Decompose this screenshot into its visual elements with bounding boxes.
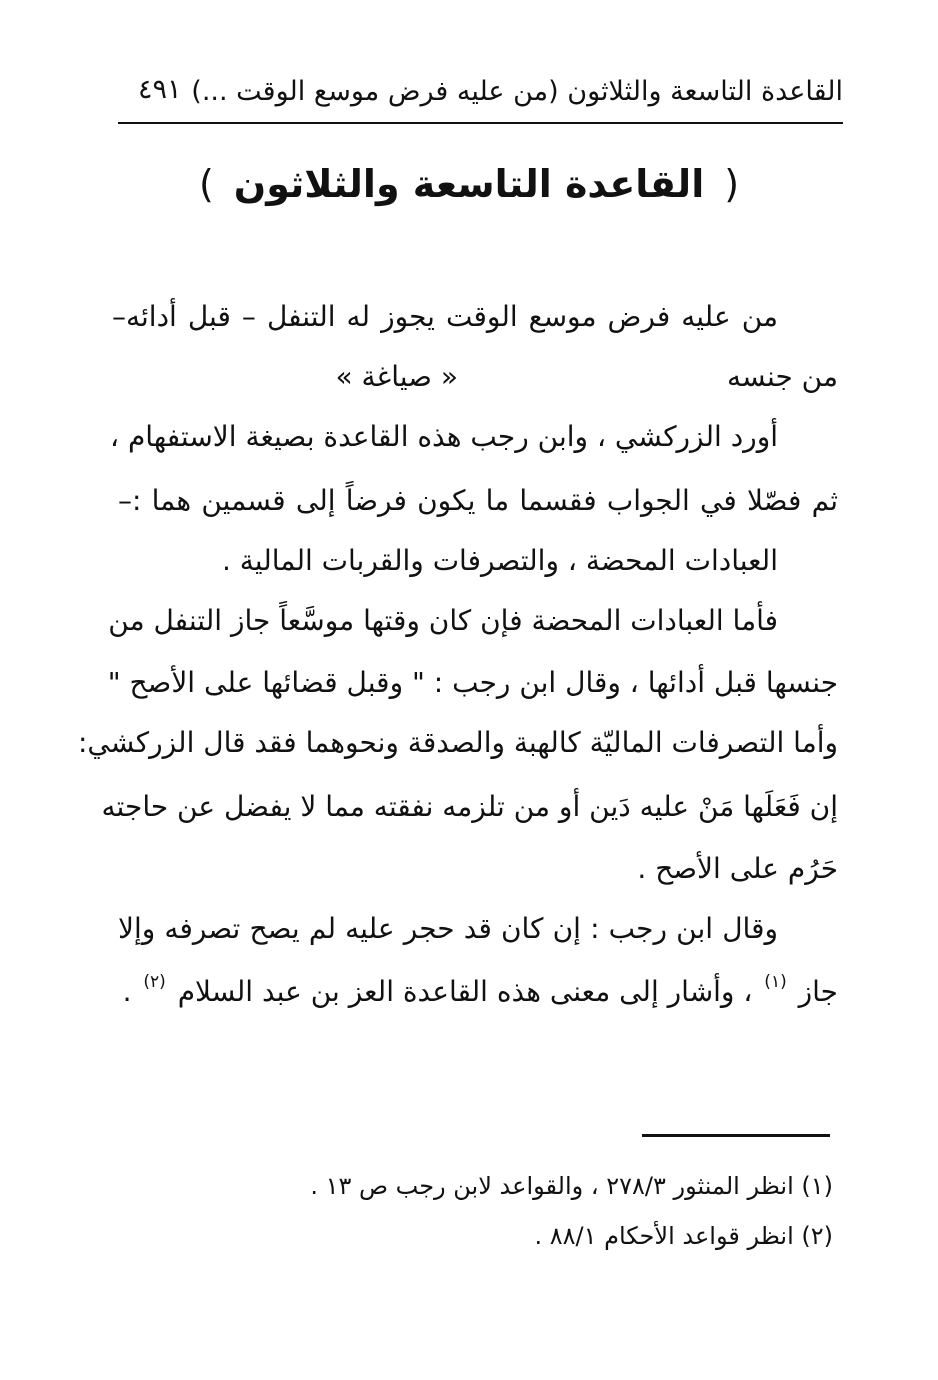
body-line: ثم فصّلا في الجواب فقسما ما يكون فرضاً إلى قسمين هما :–	[118, 484, 838, 517]
footnote-1: (١) انظر المنثور ٢٧٨/٣ ، والقواعد لابن رجب ص ١٣ .	[310, 1172, 833, 1200]
header-divider	[118, 122, 843, 124]
body-line: أورد الزركشي ، وابن رجب هذه القاعدة بصيغة الاستفهام ،	[110, 420, 778, 453]
footnote-ref-2[interactable]: (٢)	[143, 972, 166, 992]
wording-line-2	[100, 360, 838, 400]
body-line: وأما التصرفات الماليّة كالهبة والصدقة ونحوهما فقد قال الزركشي:	[78, 726, 838, 759]
heading-open-paren: (	[724, 162, 740, 206]
body-line: فأما العبادات المحضة فإن كان وقتها موسَّعاً جاز التنفل من	[108, 604, 778, 637]
body-line: إن فَعَلَها مَنْ عليه دَين أو من تلزمه نفقته مما لا يفضل عن حاجته	[101, 790, 838, 823]
running-title: القاعدة التاسعة والثلاثون (من عليه فرض موسع الوقت ...)	[191, 76, 843, 107]
rule-heading-text: القاعدة التاسعة والثلاثون	[233, 162, 705, 206]
page-number: ٤٩١	[138, 74, 182, 105]
wording-continuation: من جنسه	[727, 360, 838, 393]
body-line: حَرُم على الأصح .	[637, 852, 838, 885]
body-text: .	[122, 975, 132, 1008]
body-line: جنسها قبل أدائها ، وقال ابن رجب : " وقبل قضائها على الأصح "	[107, 666, 838, 699]
running-header	[118, 70, 843, 120]
wording-label: « صياغة »	[335, 360, 458, 393]
body-line-with-footnotes	[123, 972, 838, 1009]
body-line: العبادات المحضة ، والتصرفات والقربات المالية .	[221, 544, 778, 577]
wording-line-1: من عليه فرض موسع الوقت يجوز له التنفل – قبل أدائه–	[112, 300, 778, 333]
body-text: ، وأشار إلى معنى هذه القاعدة العز بن عبد السلام	[177, 975, 753, 1008]
body-text: جاز	[798, 975, 838, 1008]
heading-close-paren: )	[198, 162, 214, 206]
footnote-2: (٢) انظر قواعد الأحكام ٨٨/١ .	[534, 1222, 833, 1250]
body-line: وقال ابن رجب : إن كان قد حجر عليه لم يصح تصرفه وإلا	[118, 912, 778, 945]
footnote-ref-1[interactable]: (١)	[764, 972, 787, 992]
rule-heading	[0, 162, 938, 206]
footnote-divider	[642, 1134, 830, 1137]
